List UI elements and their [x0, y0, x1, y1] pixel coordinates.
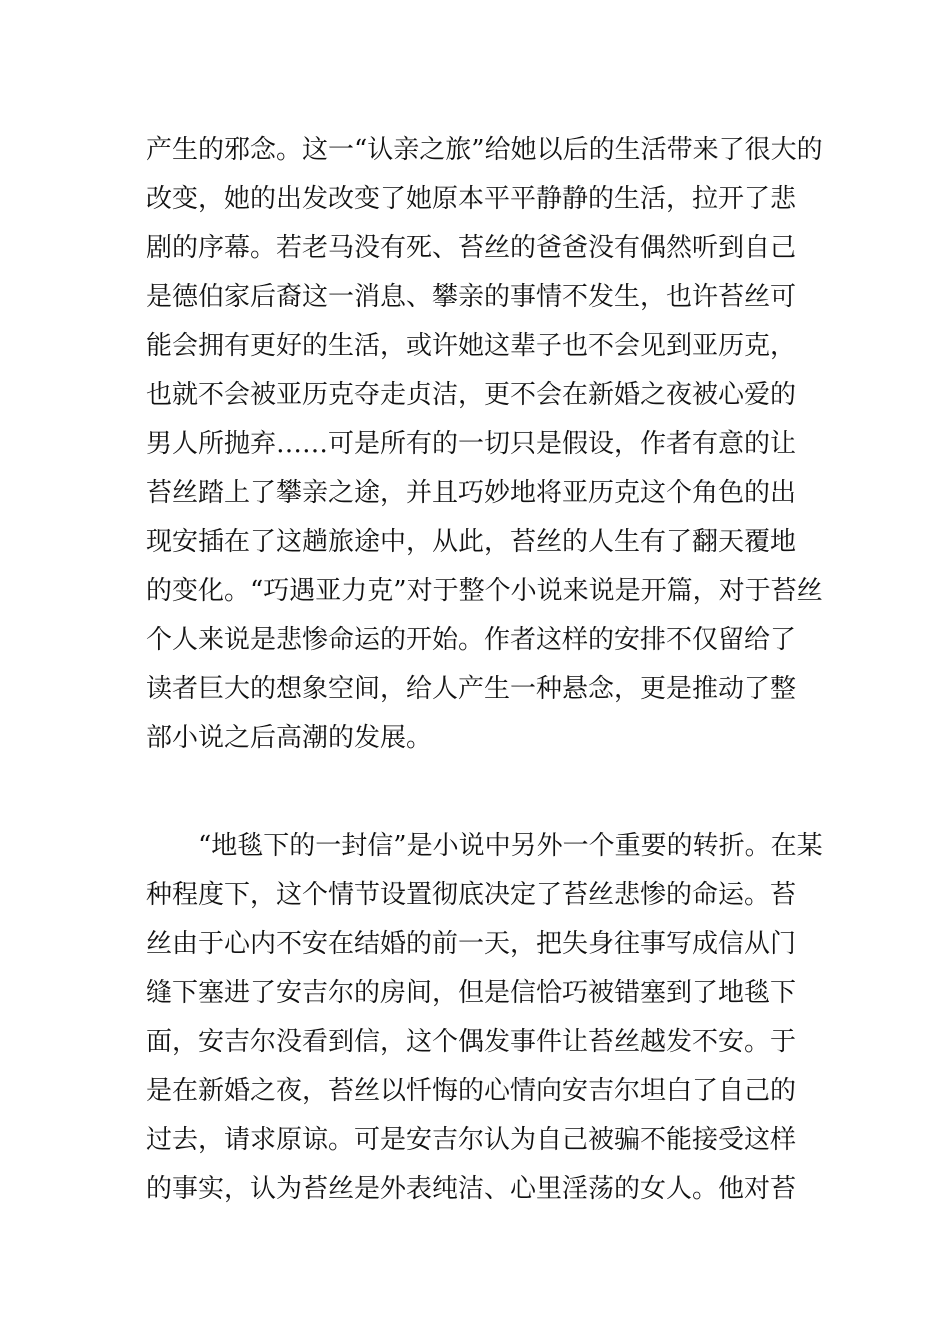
- paragraph-line: 苔丝踏上了攀亲之途，并且巧妙地将亚历克这个角色的出: [146, 478, 797, 508]
- paragraph-line: 是在新婚之夜，苔丝以忏悔的心情向安吉尔坦白了自己的: [146, 1076, 797, 1106]
- paragraph-line: 产生的邪念。这一“认亲之旅”给她以后的生活带来了很大的: [146, 135, 823, 165]
- paragraph-line: 的事实，认为苔丝是外表纯洁、心里淫荡的女人。他对苔: [146, 1174, 797, 1204]
- paragraph-line: 丝由于心内不安在结婚的前一天，把失身往事写成信从门: [146, 929, 797, 959]
- paragraph-line: 能会拥有更好的生活，或许她这辈子也不会见到亚历克，: [146, 331, 797, 361]
- paragraph-line: 男人所抛弃……可是所有的一切只是假设，作者有意的让: [146, 429, 797, 459]
- paragraph-line: 的变化。“巧遇亚力克”对于整个小说来说是开篇，对于苔丝: [146, 576, 823, 606]
- paragraph-line: 也就不会被亚历克夺走贞洁，更不会在新婚之夜被心爱的: [146, 380, 797, 410]
- paragraph-line: 种程度下，这个情节设置彻底决定了苔丝悲惨的命运。苔: [146, 880, 797, 910]
- paragraph-line: 过去，请求原谅。可是安吉尔认为自己被骗不能接受这样: [146, 1125, 797, 1155]
- paragraph-line: 读者巨大的想象空间，给人产生一种悬念，更是推动了整: [146, 674, 797, 704]
- paragraph-line: 个人来说是悲惨命运的开始。作者这样的安排不仅留给了: [146, 625, 797, 655]
- paragraph-1: [146, 126, 823, 763]
- paragraph-line: 缝下塞进了安吉尔的房间，但是信恰巧被错塞到了地毯下: [146, 978, 797, 1008]
- paragraph-line: 部小说之后高潮的发展。: [146, 723, 433, 753]
- paragraph-2: [146, 822, 823, 1214]
- paragraph-first-line: “地毯下的一封信”是小说中另外一个重要的转折。在某: [198, 831, 823, 861]
- paragraph-line: 现安插在了这趟旅途中，从此，苔丝的人生有了翻天覆地: [146, 527, 797, 557]
- paragraph-line: 是德伯家后裔这一消息、攀亲的事情不发生，也许苔丝可: [146, 282, 797, 312]
- paragraph-line: 改变，她的出发改变了她原本平平静静的生活，拉开了悲: [146, 184, 797, 214]
- paragraph-line: 剧的序幕。若老马没有死、苔丝的爸爸没有偶然听到自己: [146, 233, 797, 263]
- paragraph-line: 面，安吉尔没看到信，这个偶发事件让苔丝越发不安。于: [146, 1027, 797, 1057]
